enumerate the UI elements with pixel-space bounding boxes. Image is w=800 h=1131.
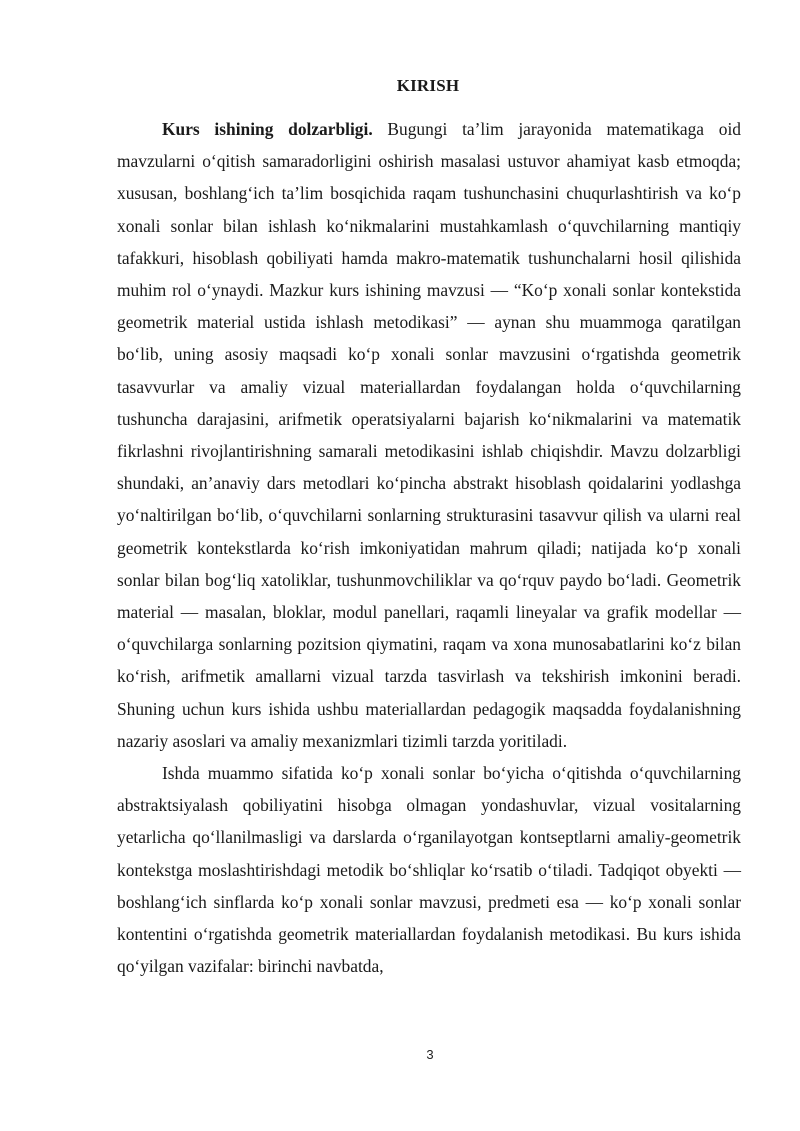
body-text (117, 113, 741, 982)
paragraph-lead-title: Kurs ishining dolzarbligi. (162, 119, 373, 139)
paragraph-text: Ishda muammo sifatida ko‘p xonali sonlar bo‘yicha o‘qitishda o‘quvchilarning abstraktsiyalash qobiliyatini hisobga olmagan yondashuvlar, vizual vositalarning yetarlicha qo‘llanilmasligi va darslarda o‘rganilayotgan kontseptlarni amaliy-geometrik kontekstga moslashtirishdagi metodik bo‘shliqlar ko‘rsatib o‘tiladi. Tadqiqot obyekti — boshlang‘ich sinflarda ko‘p xonali sonlar mavzusi, predmeti esa — ko‘p xonali sonlar kontentini o‘rgatishda geometrik materiallardan foydalanish metodikasi. Bu kurs ishida qo‘yilgan vazifalar: birinchi navbatda, (117, 763, 741, 977)
page-number: 3 (426, 1047, 434, 1062)
paragraph-problem (117, 757, 741, 982)
section-heading: KIRISH (396, 76, 460, 95)
paragraph-text: Bugungi ta’lim jarayonida matematikaga oid mavzularni o‘qitish samaradorligini oshirish masalasi ustuvor ahamiyat kasb etmoqda; xususan, boshlang‘ich ta’lim bosqichida raqam tushunchasini chuqurlashtirish va ko‘p xonali sonlar bilan ishlash ko‘nikmalarini mustahkamlash o‘quvchilarning mantiqiy tafakkuri, hisoblash qobiliyati hamda makro-matematik tushunchalarni hosil qilishida muhim rol o‘ynaydi. Mazkur kurs ishining mavzusi — “Ko‘p xonali sonlar kontekstida geometrik material ustida ishlash metodikasi” — aynan shu muammoga qaratilgan bo‘lib, uning asosiy maqsadi ko‘p xonali sonlar mavzusini o‘rgatishda geometrik tasavvurlar va amaliy vizual materiallardan foydalangan holda o‘quvchilarning tushuncha darajasini, arifmetik operatsiyalarni bajarish ko‘nikmalarini va matematik fikrlashni rivojlantirishning samarali metodikasini ishlab chiqishdir. Mavzu dolzarbligi shundaki, an’anaviy dars metodlari ko‘pincha abstrakt hisoblash qoidalarini yodlashga yo‘naltirilgan bo‘lib, o‘quvchilarni sonlarning strukturasini tasavvur qilish va ularni real geometrik kontekstlarda ko‘rish imkoniyatidan mahrum qiladi; natijada ko‘p xonali sonlar bilan bog‘liq xatoliklar, tushunmovchiliklar va qo‘rquv paydo bo‘ladi. Geometrik material — masalan, bloklar, modul panellari, raqamli lineyalar va grafik modellar — o‘quvchilarga sonlarning pozitsion qiymatini, raqam va xona munosabatlarini ko‘z bilan ko‘rish, arifmetik amallarni vizual tarzda tasvirlash va tekshirish imkonini beradi. Shuning uchun kurs ishida ushbu materiallardan pedagogik maqsadda foydalanishning nazariy asoslari va amaliy mexanizmlari tizimli tarzda yoritiladi. (117, 119, 741, 751)
paragraph-relevance (117, 113, 741, 757)
